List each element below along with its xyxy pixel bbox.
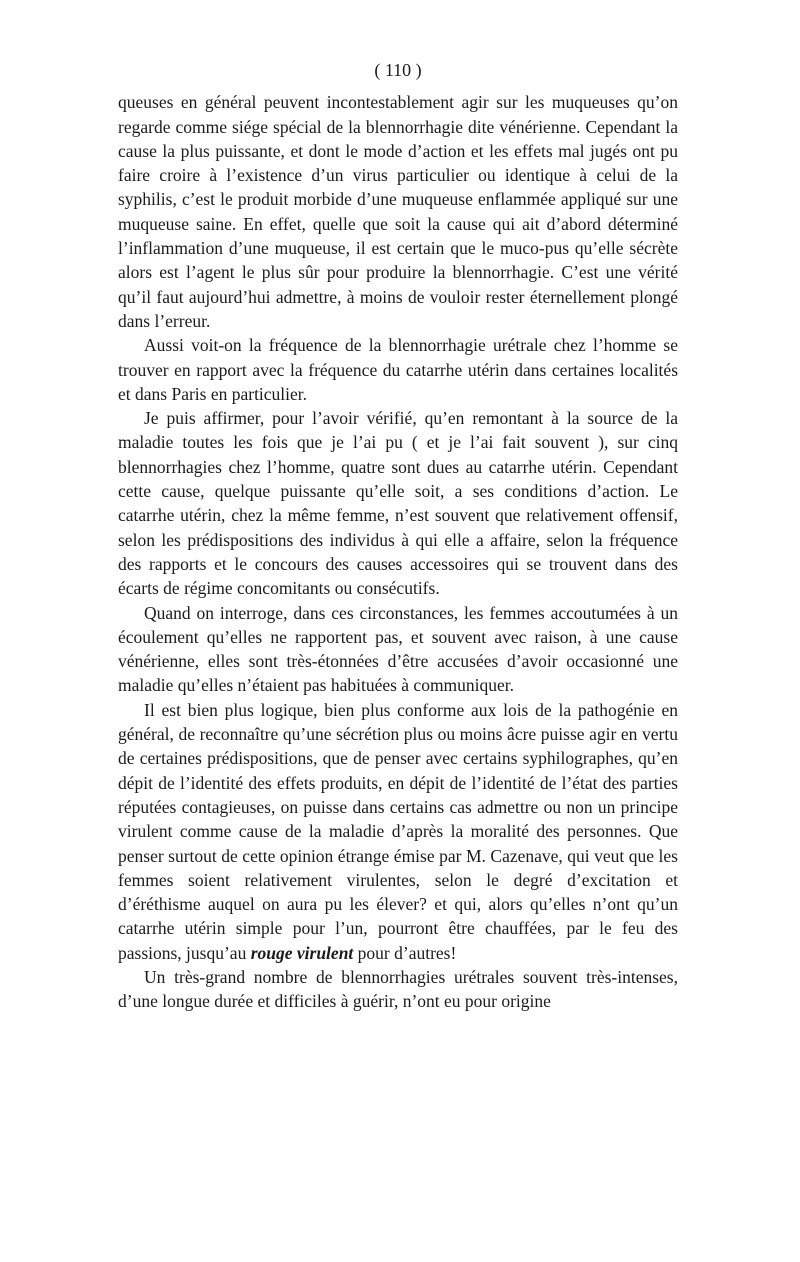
paragraph-5: [118, 698, 678, 965]
paragraph-5-text: Il est bien plus logique, bien plus conforme aux lois de la pathogénie en général, de reconnaître qu’une sécrétion plus ou moins âcre puisse agir en vertu de certaines prédispositions, que de penser avec certains syphilographes, qu’en dépit de l’identité des effets produits, en dépit de l’identité de l’état des parties réputées contagieuses, on puisse dans certains cas admettre ou non un principe virulent comme cause de la maladie d’après la moralité des personnes. Que penser surtout de cette opinion étrange émise par M. Cazenave, qui veut que les femmes soient relativement virulentes, selon le degré d’excitation et d’éréthisme auquel on aura pu les élever? et qui, alors qu’elles n’ont qu’un catarrhe utérin simple pour l’un, pourront être chauffées, par le feu des passions, jusqu’au: [118, 699, 678, 963]
paragraph-3: Je puis affirmer, pour l’avoir vérifié, qu’en remontant à la source de la maladie toutes les fois que je l’ai pu ( et je l’ai fait souvent ), sur cinq blennorrhagies chez l’homme, quatre sont dues au catarrhe utérin. Cependant cette cause, quelque puissante qu’elle soit, a ses conditions d’action. Le catarrhe utérin, chez la même femme, n’est souvent que relativement offensif, selon les prédispositions des individus à qui elle a affaire, selon la fréquence des rapports et le concours des causes accessoires qui se trouvent dans des écarts de régime concomitants ou consécutifs.: [118, 408, 678, 599]
paragraph-5-emphasis: rouge virulent: [250, 942, 354, 963]
paragraph-5-end: pour d’autres!: [353, 942, 457, 963]
paragraph-1: queuses en général peuvent incontestablement agir sur les muqueuses qu’on regarde comme siége spécial de la blennorrhagie dite vénérienne. Cependant la cause la plus puissante, et dont le mode d’action et les effets mal jugés ont pu faire croire à l’existence d’un virus particulier ou identique à celui de la syphilis, c’est le produit morbide d’une muqueuse enflammée appliqué sur une muqueuse saine. En effet, quelle que soit la cause qui ait d’abord déterminé l’inflammation d’une muqueuse, il est certain que le muco-pus qu’elle sécrète alors est l’agent le plus sûr pour produire la blennorrhagie. C’est une vérité qu’il faut aujourd’hui admettre, à moins de vouloir rester éternellement plongé dans l’erreur.: [118, 92, 678, 331]
paragraph-4: Quand on interroge, dans ces circonstances, les femmes accoutumées à un écoulement qu’elles ne rapportent pas, et souvent avec raison, à une cause vénérienne, elles sont très-étonnées d’être accusées d’avoir occasionné une maladie qu’elles n’étaient pas habituées à communiquer.: [118, 602, 678, 696]
paragraph-2: Aussi voit-on la fréquence de la blennorrhagie urétrale chez l’homme se trouver en rapport avec la fréquence du catarrhe utérin dans certaines localités et dans Paris en particulier.: [118, 335, 678, 404]
paragraph-6: Un très-grand nombre de blennorrhagies urétrales souvent très-intenses, d’une longue durée et difficiles à guérir, n’ont eu pour origine: [118, 966, 678, 1012]
page-body: [118, 58, 678, 1014]
page-number: ( 110 ): [374, 60, 422, 80]
